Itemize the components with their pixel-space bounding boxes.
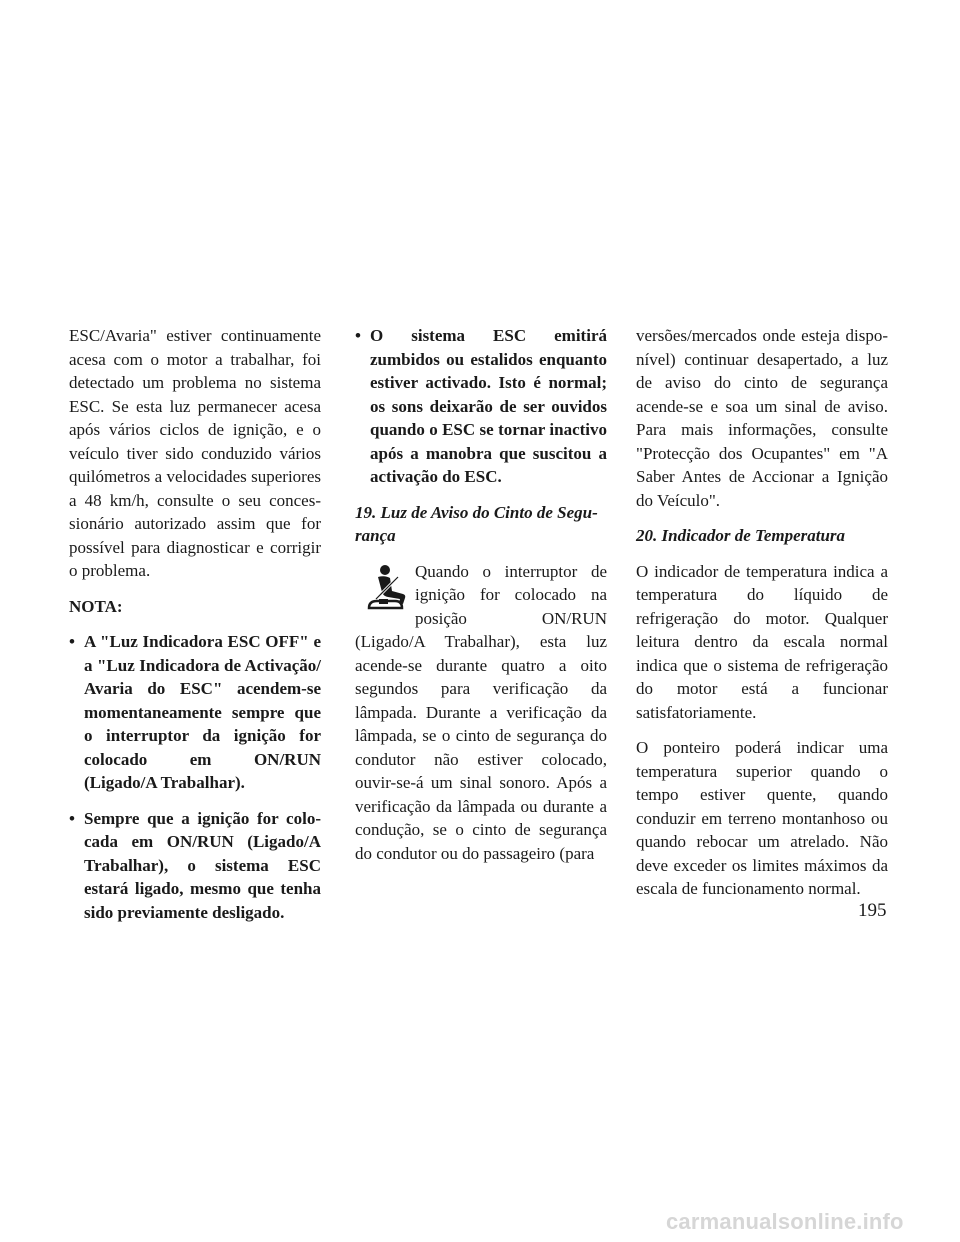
- seatbelt-paragraph: [355, 560, 607, 866]
- section-heading-temperature: 20. Indicador de Temperatura: [636, 526, 846, 545]
- temperature-paragraph-2: O ponteiro poderá indicar uma temperatura superior quando o tempo estiver quente, quando conduzir em terreno montanhoso ou quando rebocar um atrelado. Não deve exceder os limites máximos da escala de funcionamento normal.: [636, 738, 888, 898]
- column-middle: [355, 324, 607, 877]
- note-bullet-item: [69, 630, 321, 795]
- note-bullet-list: [69, 630, 321, 924]
- note-label: NOTA:: [69, 596, 123, 616]
- note-bullet-item: [69, 807, 321, 925]
- seatbelt-warning-icon: [365, 564, 409, 612]
- bullet-icon: •: [69, 808, 75, 828]
- column-right: [636, 324, 888, 913]
- note-bullet-text: A "Luz Indicadora ESC OFF" e a "Luz Indicadora de Activação/ Avaria do ESC" acendem-se momentaneamente sempre que o interruptor da ignição for colocado em ON/RUN (Ligado/A Trabalhar).: [84, 632, 321, 792]
- bullet-icon: •: [355, 326, 361, 345]
- esc-bullet-item: [355, 324, 607, 489]
- note-bullet-text: Sempre que a ignição for colocada em ON/RUN (Ligado/A Trabalhar), o sistema ESC estará ligado, mesmo que tenha sido previamente desligado.: [84, 808, 321, 922]
- seatbelt-paragraph-text: Quando o interruptor de ignição for colocado na posição ON/RUN (Ligado/A Trabalhar), esta luz acende-se durante quatro a oito segundos para verificação da lâmpada. Durante a verificação da lâmpada, se o cinto de segurança do condutor não estiver colocado, ouvir-se-á um sinal sonoro. Após a verificação da lâmpada ou durante a condução, se o cinto de segurança do condutor ou do passageiro (para: [355, 561, 607, 863]
- column-left: [69, 324, 321, 936]
- esc-bullet-list: [355, 324, 607, 489]
- esc-fault-paragraph: ESC/Avaria" estiver continuamente acesa com o motor a trabalhar, foi detectado um problema no sistema ESC. Se esta luz permanecer acesa após vários ciclos de ignição, e o veículo tiver sido conduzido vários quilómetros a velocidades superiores a 48 km/h, consulte o seu concessionário autorizado assim que for possível para diagnosticar e corrigir o problema.: [69, 326, 321, 580]
- section-heading-seatbelt-warning: 19. Luz de Aviso do Cinto de Segurança: [355, 502, 598, 545]
- temperature-paragraph-1: O indicador de temperatura indica a temperatura do líquido de refrigeração do motor. Qualquer leitura dentro da escala normal indica que o sistema de refrigeração do motor está a funcionar satisfatoriamente.: [636, 561, 888, 722]
- seatbelt-continuation-paragraph: versões/mercados onde esteja disponível) continuar desapertado, a luz de aviso do cinto de segurança acende-se e soa um sinal de aviso. Para mais informações, consulte "Protecção dos Ocupantes" em "A Saber Antes de Accionar a Ignição do Veículo".: [636, 326, 888, 510]
- esc-bullet-text: O sistema ESC emitirá zumbidos ou estalidos enquanto estiver activado. Isto é normal; os sons deixarão de ser ouvidos quando o ESC se tornar inactivo após a manobra que suscitou a activação do ESC.: [370, 326, 607, 486]
- bullet-icon: •: [69, 632, 75, 651]
- watermark: carmanualsonline.info: [666, 1209, 904, 1234]
- page-number: 195: [858, 900, 887, 921]
